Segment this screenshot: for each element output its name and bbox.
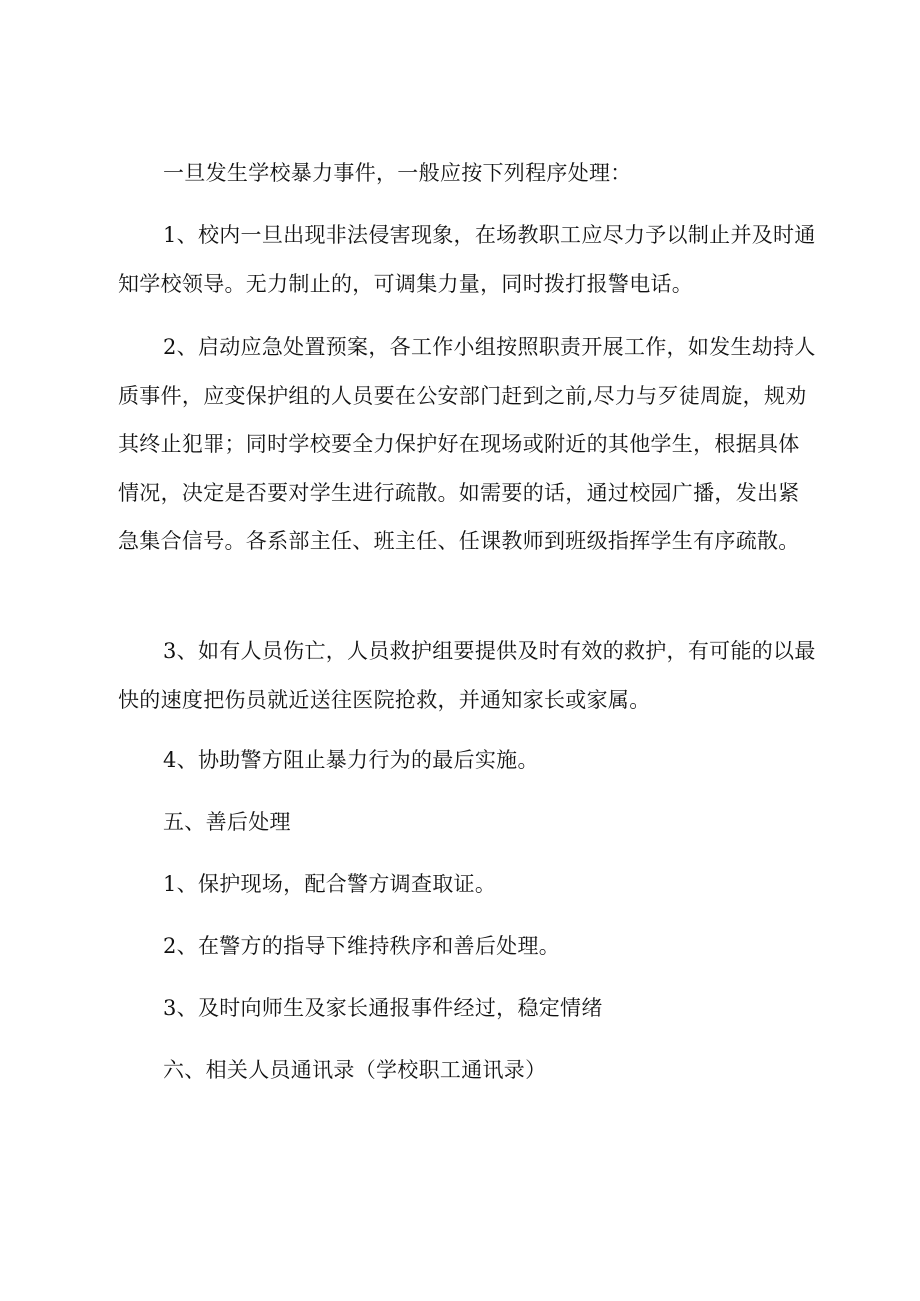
aftermath-item-2: 2、在警方的指导下维持秩序和善后处理。 — [163, 934, 561, 958]
step-4-paragraph: 4、协助警方阻止暴力行为的最后实施。 — [163, 748, 539, 772]
section-6-heading: 六、相关人员通讯录（学校职工通讯录） — [163, 1058, 547, 1082]
step-1-paragraph: 1、校内一旦出现非法侵害现象，在场教职工应尽力予以制止并及时通知学校领导。无力制止的，可调集力量，同时拨打报警电话。 — [118, 223, 816, 296]
aftermath-item-3: 3、及时向师生及家长通报事件经过，稳定情绪 — [163, 996, 603, 1020]
step-2-paragraph: 2、启动应急处置预案，各工作小组按照职责开展工作，如发生劫持人质事件，应变保护组的人员要在公安部门赶到之前,尽力与歹徒周旋，规劝其终止犯罪；同时学校要全力保护好在现场或附近的其他学生，根据具体情况，决定是否要对学生进行疏散。如需要的话，通过校园广播，发出紧急集合信号。各系部主任、班主任、任课教师到班级指挥学生有序疏散。 — [118, 335, 816, 553]
aftermath-item-1: 1、保护现场，配合警方调查取证。 — [163, 872, 497, 896]
section-5-heading: 五、善后处理 — [163, 810, 291, 834]
step-3-paragraph: 3、如有人员伤亡，人员救护组要提供及时有效的救护，有可能的以最快的速度把伤员就近送往医院抢救，并通知家长或家属。 — [118, 639, 816, 712]
intro-paragraph: 一旦发生学校暴力事件，一般应按下列程序处理： — [163, 161, 632, 185]
